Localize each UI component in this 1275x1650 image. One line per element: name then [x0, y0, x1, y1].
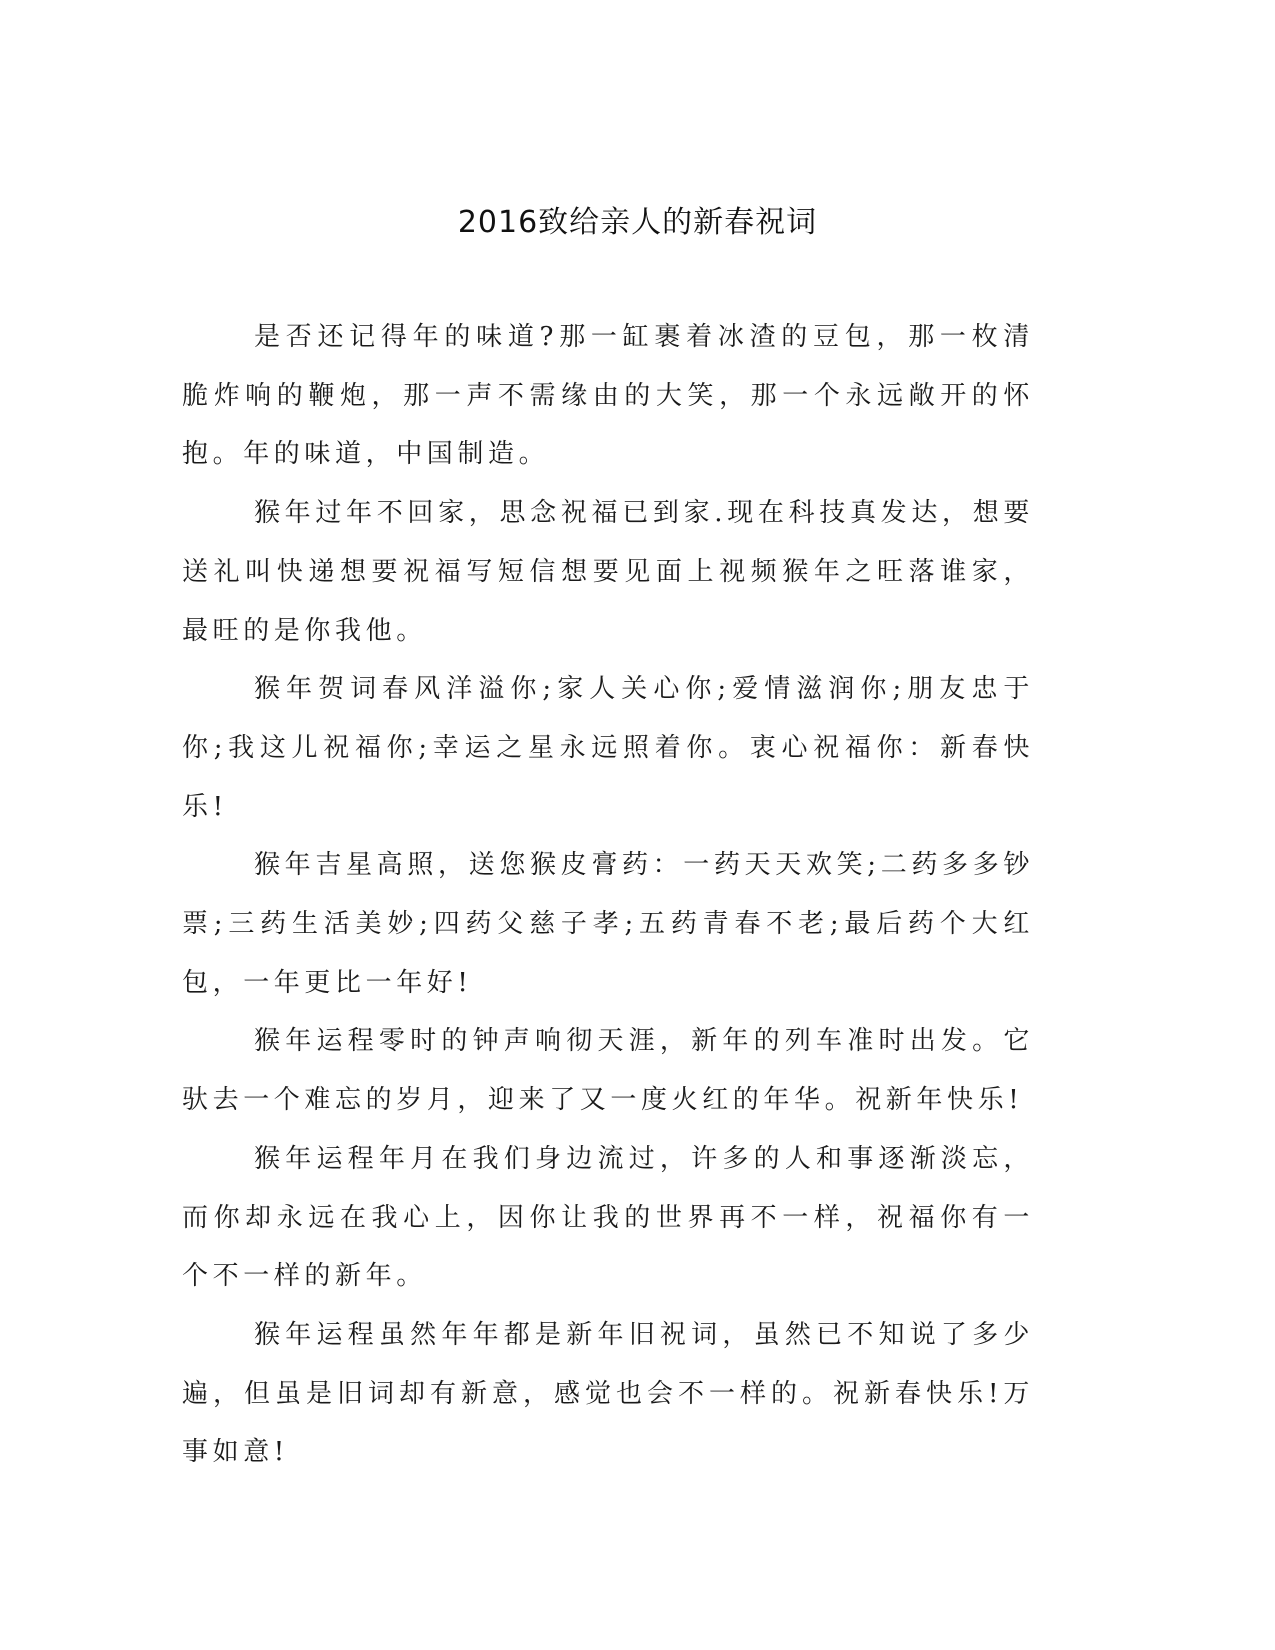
paragraph: 猴年运程虽然年年都是新年旧祝词，虽然已不知说了多少遍，但虽是旧词却有新意，感觉也会不一样的。祝新春快乐!万事如意! [182, 1319, 1034, 1468]
paragraph: 是否还记得年的味道?那一缸裹着冰渣的豆包，那一枚清脆炸响的鞭炮，那一声不需缘由的大笑，那一个永远敞开的怀抱。年的味道，中国制造。 [182, 322, 1034, 470]
paragraph: 猴年贺词春风洋溢你;家人关心你;爱情滋润你;朋友忠于你;我这儿祝福你;幸运之星永远照着你。衷心祝福你：新春快乐! [182, 674, 1034, 822]
document-body [182, 308, 1034, 1482]
paragraph: 猴年运程年月在我们身边流过，许多的人和事逐渐淡忘，而你却永远在我心上，因你让我的世界再不一样，祝福你有一个不一样的新年。 [182, 1143, 1034, 1292]
paragraph: 猴年过年不回家，思念祝福已到家.现在科技真发达，想要送礼叫快递想要祝福写短信想要见面上视频猴年之旺落谁家，最旺的是你我他。 [182, 498, 1034, 646]
document-title: 2016致给亲人的新春祝词 [457, 205, 818, 240]
paragraph: 猴年运程零时的钟声响彻天涯，新年的列车准时出发。它驮去一个难忘的岁月，迎来了又一度火红的年华。祝新年快乐! [182, 1026, 1034, 1116]
paragraph: 猴年吉星高照，送您猴皮膏药：一药天天欢笑;二药多多钞票;三药生活美妙;四药父慈子孝;五药青春不老;最后药个大红包，一年更比一年好! [182, 850, 1034, 998]
